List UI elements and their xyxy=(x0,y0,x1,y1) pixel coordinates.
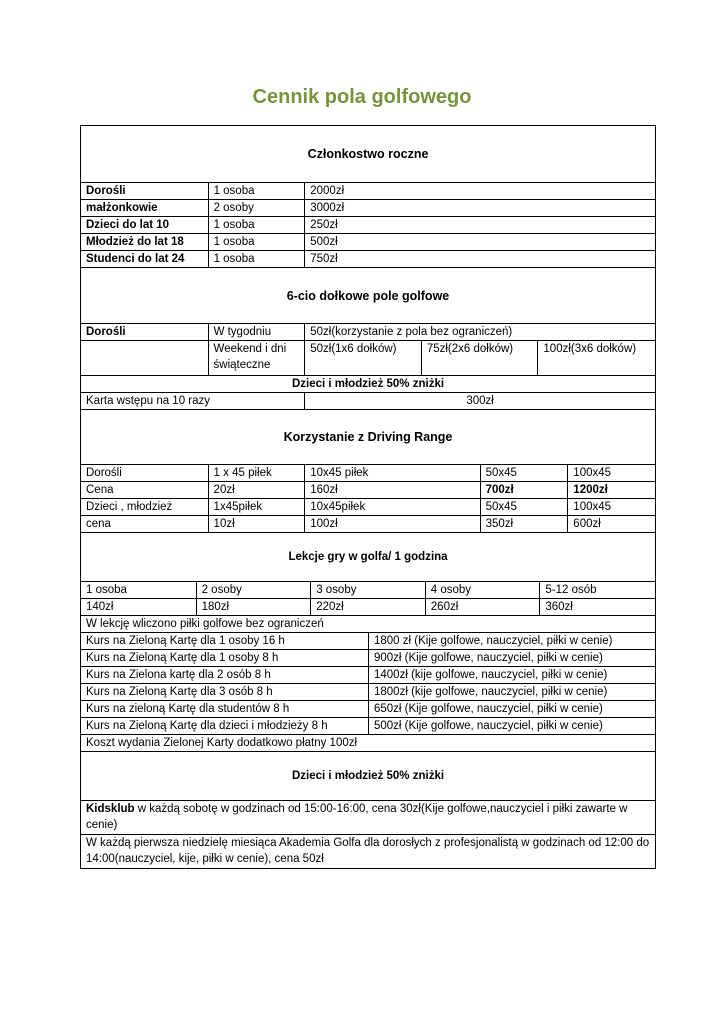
six-hole-heading-row xyxy=(81,267,655,323)
membership-persons: 1 osoba xyxy=(208,217,305,233)
green-card-discount-row xyxy=(81,751,655,800)
lessons-prices-row xyxy=(81,598,655,615)
six-hole-weekend-row xyxy=(81,340,655,375)
weekend-label: Weekend i dni świąteczne xyxy=(208,341,305,375)
driving-range-category: cena xyxy=(86,518,111,530)
driving-range-category: Dorośli xyxy=(86,467,122,479)
driving-range-col-3: 50x45 xyxy=(480,499,568,515)
driving-range-heading-row xyxy=(81,409,655,464)
lesson-persons-3: 3 osoby xyxy=(310,582,425,598)
kidsklub-text: w każdą sobotę w godzinach od 15:00-16:00, cena 30zł(Kije golfowe,nauczyciel i piłki zawarte w cenie) xyxy=(86,803,628,831)
membership-category: małżonkowie xyxy=(86,202,158,214)
green-card-price: 650zł (Kije golfowe, nauczyciel, piłki w cenie) xyxy=(368,701,655,717)
green-card-rows xyxy=(81,632,655,734)
entry-card-row xyxy=(81,392,655,409)
green-card-price: 500zł (Kije golfowe, nauczyciel, piłki w cenie) xyxy=(368,718,655,734)
membership-category: Studenci do lat 24 xyxy=(86,253,185,265)
green-card-row xyxy=(81,700,655,717)
six-hole-weekday-row xyxy=(81,323,655,340)
green-card-row xyxy=(81,649,655,666)
driving-range-col-2: 100zł xyxy=(304,516,479,532)
lesson-price-5: 360zł xyxy=(539,599,655,615)
driving-range-col-1: 1 x 45 piłek xyxy=(208,465,305,481)
membership-row xyxy=(81,199,655,216)
driving-range-row xyxy=(81,464,655,481)
kidsklub-cell xyxy=(81,801,655,834)
green-card-row xyxy=(81,683,655,700)
driving-range-row xyxy=(81,481,655,498)
membership-row xyxy=(81,233,655,250)
membership-persons: 2 osoby xyxy=(208,200,305,216)
green-card-row xyxy=(81,632,655,649)
kidsklub-name: Kidsklub xyxy=(86,803,135,815)
green-card-course: Kurs na zieloną Kartę dla studentów 8 h xyxy=(86,703,290,715)
lesson-persons-1: 1 osoba xyxy=(86,584,127,596)
membership-persons: 1 osoba xyxy=(208,183,305,199)
membership-price: 250zł xyxy=(304,217,655,233)
driving-range-col-2: 10x45 piłek xyxy=(304,465,479,481)
lesson-price-3: 220zł xyxy=(310,599,425,615)
driving-range-col-2: 160zł xyxy=(304,482,479,498)
driving-range-category: Dzieci , młodzież xyxy=(86,501,173,513)
six-hole-discount: Dzieci i młodzież 50% zniżki xyxy=(291,378,445,390)
driving-range-rows xyxy=(81,464,655,532)
six-hole-heading: 6-cio dołkowe pole golfowe xyxy=(286,288,450,303)
green-card-row xyxy=(81,717,655,734)
six-hole-discount-row xyxy=(81,375,655,392)
membership-heading-row xyxy=(81,126,655,182)
membership-price: 2000zł xyxy=(304,183,655,199)
lessons-heading: Lekcje gry w golfa/ 1 godzina xyxy=(288,551,448,563)
green-card-price: 900zł (Kije golfowe, nauczyciel, piłki w cenie) xyxy=(368,650,655,666)
membership-price: 750zł xyxy=(304,251,655,267)
weekend-price-2: 75zł(2x6 dołków) xyxy=(421,341,538,375)
green-card-course: Kurs na Zieloną Kartę dla 1 osoby 16 h xyxy=(86,635,285,647)
weekday-label: W tygodniu xyxy=(208,324,305,340)
empty-cell xyxy=(81,341,208,375)
membership-category: Młodzież do lat 18 xyxy=(86,236,184,248)
driving-range-col-3: 350zł xyxy=(480,516,568,532)
green-card-price: 1800zł (kije golfowe, nauczyciel, piłki w cenie) xyxy=(368,684,655,700)
membership-category: Dzieci do lat 10 xyxy=(86,219,170,231)
driving-range-col-4: 600zł xyxy=(567,516,655,532)
green-card-course: Kurs na Zielona kartę dla 2 osób 8 h xyxy=(86,669,271,681)
membership-heading: Członkostwo roczne xyxy=(307,147,429,161)
weekend-price-1: 50zł(1x6 dołków) xyxy=(304,341,421,375)
price-table xyxy=(80,125,656,869)
entry-card-label: Karta wstępu na 10 razy xyxy=(86,395,211,407)
driving-range-col-4: 100x45 xyxy=(567,465,655,481)
academy-row xyxy=(81,834,655,868)
green-card-course: Kurs na Zieloną Kartę dla dzieci i młodzieży 8 h xyxy=(86,720,328,732)
membership-persons: 1 osoba xyxy=(208,234,305,250)
entry-card-price: 300zł xyxy=(304,393,655,409)
lesson-price-4: 260zł xyxy=(425,599,540,615)
lessons-note: W lekcję wliczono piłki golfowe bez ograniczeń xyxy=(86,618,324,630)
driving-range-heading: Korzystanie z Driving Range xyxy=(283,430,453,444)
weekend-price-3: 100zł(3x6 dołków) xyxy=(537,341,655,375)
lesson-persons-5: 5-12 osób xyxy=(539,582,655,598)
membership-price: 500zł xyxy=(304,234,655,250)
lesson-persons-4: 4 osoby xyxy=(425,582,540,598)
page-title: Cennik pola golfowego xyxy=(252,86,472,108)
driving-range-col-4: 1200zł xyxy=(567,482,655,498)
driving-range-col-1: 10zł xyxy=(208,516,305,532)
membership-row xyxy=(81,182,655,199)
lessons-persons-row xyxy=(81,581,655,598)
green-card-course: Kurs na Zieloną Kartę dla 1 osoby 8 h xyxy=(86,652,279,664)
green-card-row xyxy=(81,666,655,683)
lesson-price-2: 180zł xyxy=(196,599,311,615)
green-card-cost-row xyxy=(81,734,655,751)
academy-text: W każdą pierwsza niedzielę miesiąca Akademia Golfa dla dorosłych z profesjonalistą w godzinach od 12:00 do 14:00(nauczyciel, kije, piłki w cenie), cena 50zł xyxy=(86,837,650,865)
driving-range-col-1: 1x45piłek xyxy=(208,499,305,515)
kidsklub-row xyxy=(81,800,655,834)
six-hole-adults: Dorośli xyxy=(86,326,126,338)
driving-range-row xyxy=(81,515,655,532)
green-card-course: Kurs na Zieloną Kartę dla 3 osób 8 h xyxy=(86,686,273,698)
green-card-price: 1800 zł (Kije golfowe, nauczyciel, piłki w cenie) xyxy=(368,633,655,649)
lesson-price-1: 140zł xyxy=(86,601,114,613)
driving-range-row xyxy=(81,498,655,515)
driving-range-category: Cena xyxy=(86,484,114,496)
membership-row xyxy=(81,216,655,233)
driving-range-col-4: 100x45 xyxy=(567,499,655,515)
driving-range-col-1: 20zł xyxy=(208,482,305,498)
membership-row xyxy=(81,250,655,267)
weekday-price: 50zł(korzystanie z pola bez ograniczeń) xyxy=(304,324,655,340)
membership-rows xyxy=(81,182,655,267)
lessons-heading-row xyxy=(81,532,655,581)
lesson-persons-2: 2 osoby xyxy=(196,582,311,598)
membership-price: 3000zł xyxy=(304,200,655,216)
membership-category: Dorośli xyxy=(86,185,126,197)
driving-range-col-3: 50x45 xyxy=(480,465,568,481)
green-card-cost-note: Koszt wydania Zielonej Karty dodatkowo płatny 100zł xyxy=(86,737,358,749)
green-card-discount: Dzieci i młodzież 50% zniżki xyxy=(291,770,445,782)
lessons-note-row xyxy=(81,615,655,632)
green-card-price: 1400zł (kije golfowe, nauczyciel, piłki w cenie) xyxy=(368,667,655,683)
driving-range-col-2: 10x45piłek xyxy=(304,499,479,515)
membership-persons: 1 osoba xyxy=(208,251,305,267)
driving-range-col-3: 700zł xyxy=(480,482,568,498)
